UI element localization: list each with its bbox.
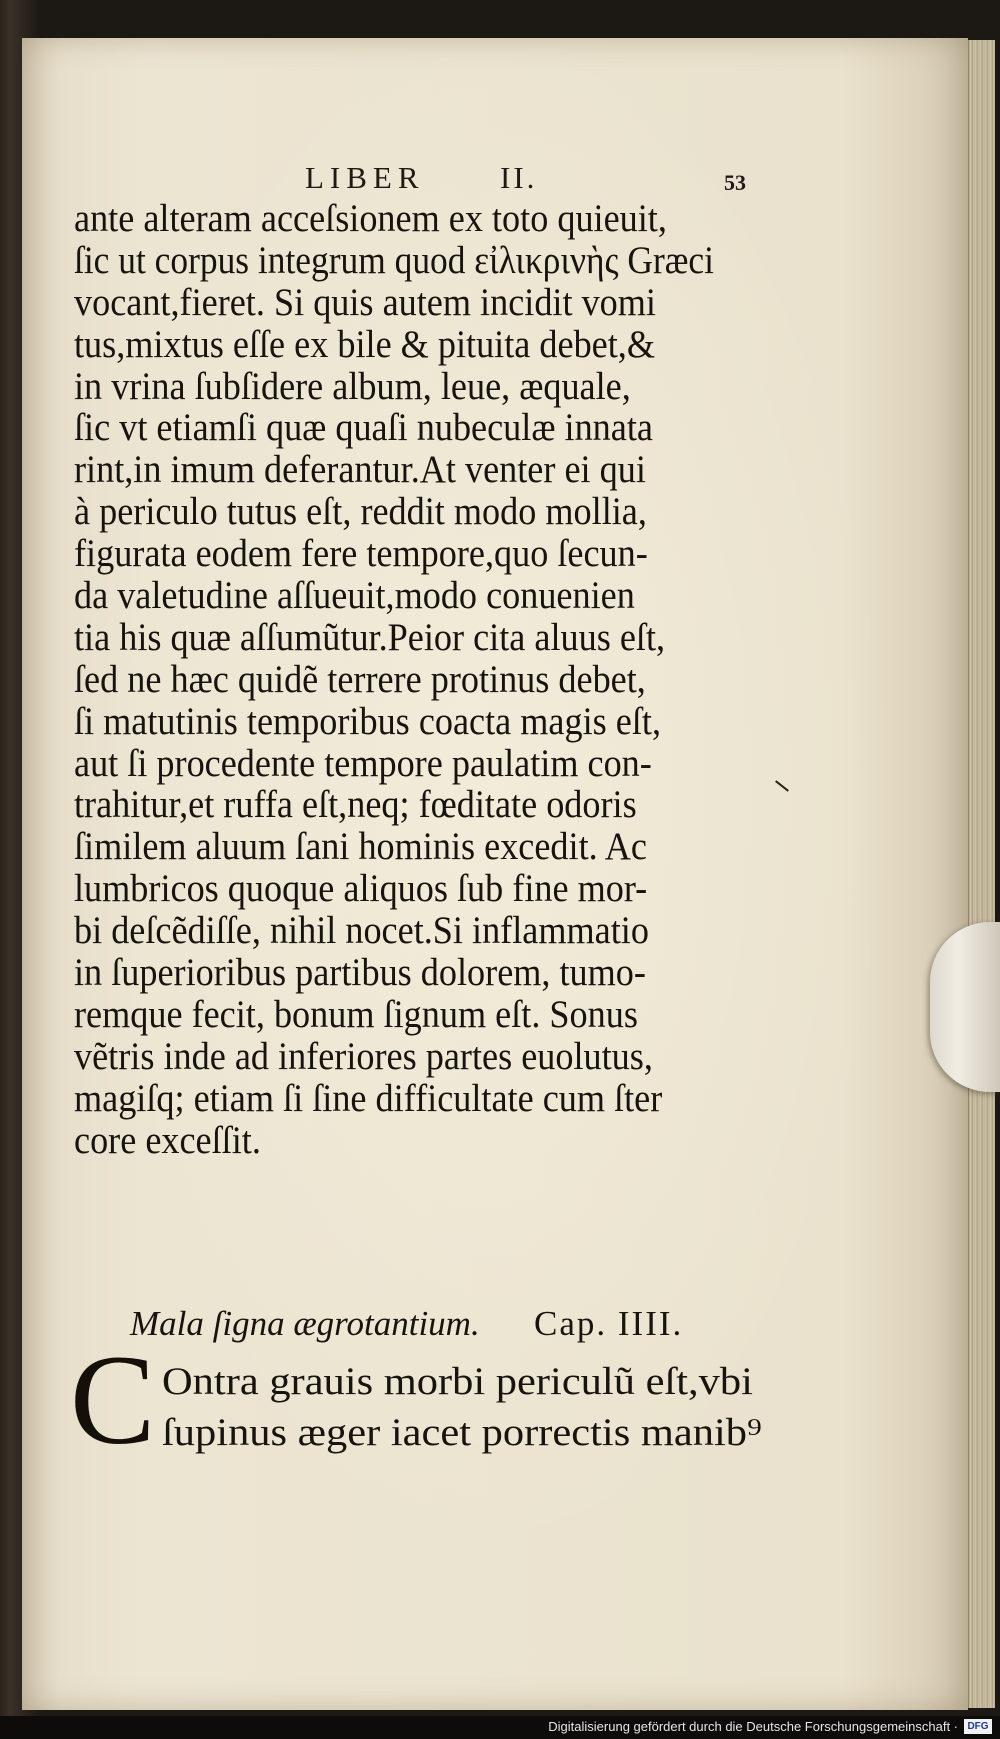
text-line: vẽtris inde ad inferiores partes euolutus, xyxy=(74,1034,653,1078)
text-line: ante alteram acceſsionem ex toto quieuit, xyxy=(74,197,667,240)
running-title: LIBER xyxy=(305,160,425,195)
text-line: ſic ut corpus integrum quod εἰλικρινὴς Græci xyxy=(74,238,714,282)
text-line: ſimilem aluum ſani hominis excedit. Ac xyxy=(74,825,647,869)
text-line: da valetudine aſſueuit,modo conuenien xyxy=(74,574,635,618)
text-line: remque fecit, bonum ſignum eſt. Sonus xyxy=(74,992,638,1036)
text-line: Ontra grauis morbi periculũ eſt,vbi xyxy=(162,1360,753,1403)
text-line: vocant,fieret. Si quis autem incidit vomi xyxy=(74,280,656,324)
funding-credit: Digitalisierung gefördert durch die Deutsche Forschungsgemeinschaft · xyxy=(548,1719,958,1734)
body-text xyxy=(74,198,764,1161)
page-header xyxy=(22,160,968,200)
text-line: trahitur,et ruffa eſt,neq; fœditate odoris xyxy=(74,783,637,827)
text-line: ſi matutinis temporibus coacta magis eſt, xyxy=(74,699,661,743)
text-line: tus,mixtus eſſe ex bile & pituita debet,& xyxy=(74,322,655,366)
chapter-text xyxy=(162,1356,762,1458)
text-line: magiſq; etiam ſi ſine difficultate cum ſter xyxy=(74,1076,663,1120)
dfg-logo-icon: DFG xyxy=(964,1719,992,1734)
text-line: à periculo tutus eſt, reddit modo mollia, xyxy=(74,490,647,534)
text-line: figurata eodem fere tempore,quo ſecun- xyxy=(74,532,648,576)
page-number: 53 xyxy=(724,170,746,195)
decorated-initial: C xyxy=(70,1329,156,1471)
text-line: bi deſcẽdiſſe, nihil nocet.Si inflammatio xyxy=(74,909,649,953)
footer-bar xyxy=(0,1716,1000,1739)
text-line: rint,in imum deferantur.At venter ei qui xyxy=(74,448,646,492)
text-line: lumbricos quoque aliquos ſub fine mor- xyxy=(74,867,648,911)
text-line: aut ſi procedente tempore paulatim con- xyxy=(74,741,652,785)
text-line: tia his quæ aſſumũtur.Peior cita aluus eſt, xyxy=(74,615,666,659)
text-line: in vrina ſubſidere album, leue, æquale, xyxy=(74,364,631,408)
book-page xyxy=(22,38,968,1710)
text-line: ſupinus æger iacet porrectis manib⁹ xyxy=(162,1411,762,1454)
section-heading: Mala ſigna ægrotantium. xyxy=(130,1304,480,1343)
page-edges xyxy=(968,40,995,1708)
chapter-label: Cap. IIII. xyxy=(534,1304,684,1343)
text-line: in ſuperioribus partibus dolorem, tumo- xyxy=(74,951,646,995)
text-line: ſed ne hæc quidẽ terrere protinus debet, xyxy=(74,657,646,701)
book-number: II. xyxy=(500,160,538,195)
text-line: core exceſſit. xyxy=(74,1118,261,1162)
page-clip xyxy=(930,922,1000,1092)
text-line: ſic vt etiamſi quæ quaſi nubeculæ innata xyxy=(74,406,653,450)
margin-mark xyxy=(775,780,789,791)
